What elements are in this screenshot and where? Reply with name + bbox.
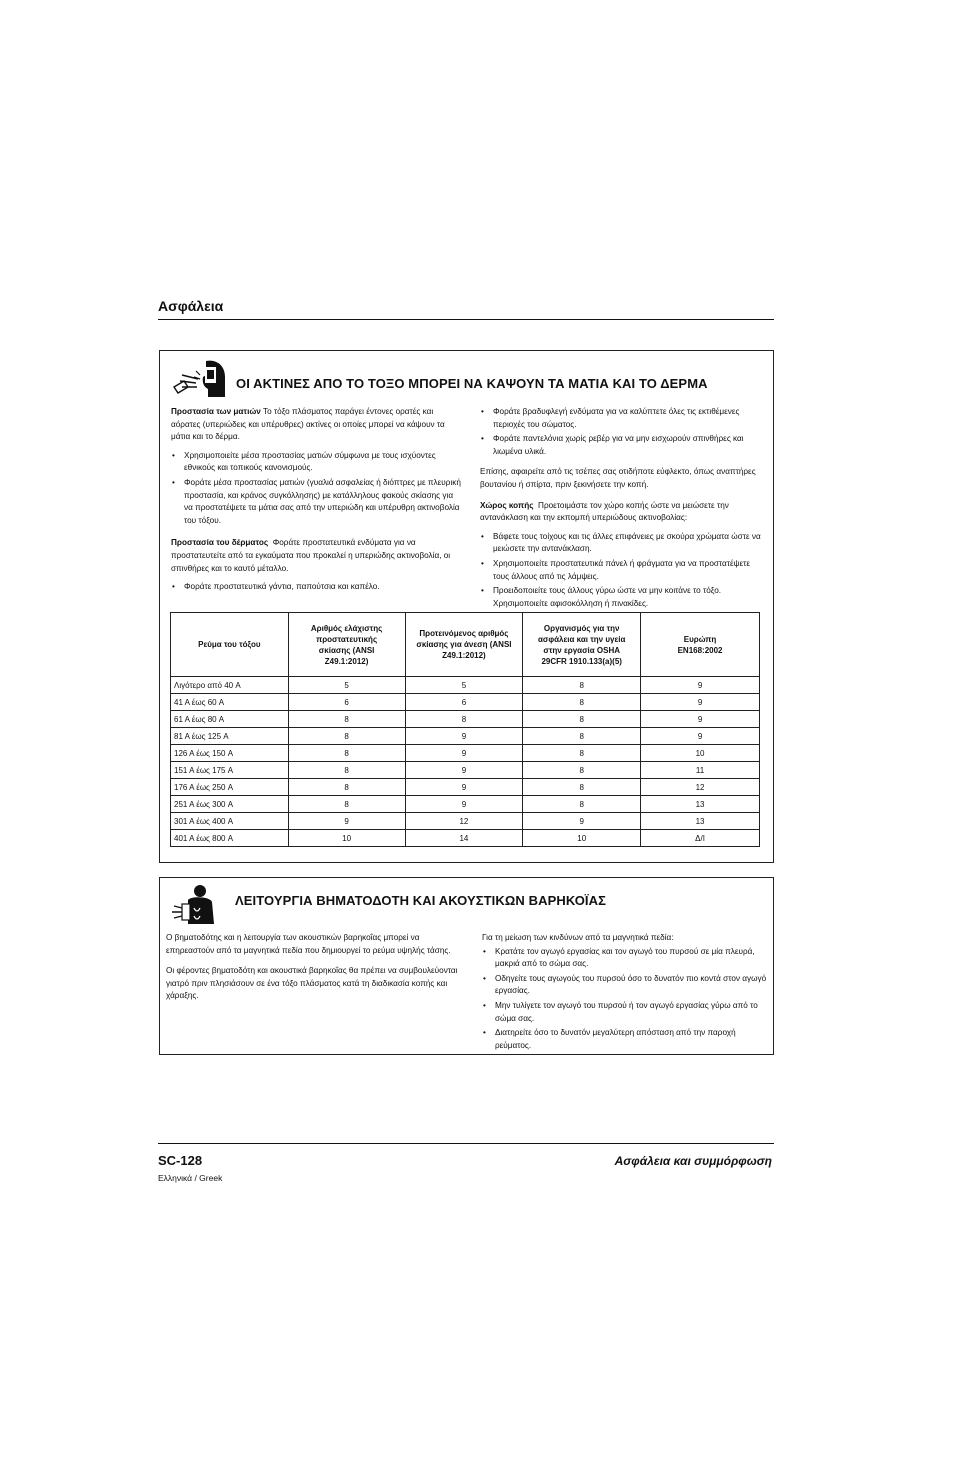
table-cell: 10 (288, 830, 405, 847)
table-cell: 9 (641, 677, 760, 694)
list-item: • Προειδοποιείτε τους άλλους γύρω ώστε να μην κοιτάνε το τόξο. Χρησιμοποιείτε αφισοκόλληση ή πινακίδες. (480, 585, 767, 610)
table-row (171, 830, 760, 847)
table-cell: 8 (523, 694, 641, 711)
table-cell: 6 (288, 694, 405, 711)
table-cell: 8 (288, 728, 405, 745)
table-cell: 9 (405, 745, 523, 762)
table-row (171, 762, 760, 779)
list-item: • Φοράτε βραδυφλεγή ενδύματα για να καλύπτετε όλες τις εκτιθέμενες περιοχές του σώματος. (480, 406, 767, 431)
table-cell: 8 (288, 796, 405, 813)
table-cell: 11 (641, 762, 760, 779)
footer-rule (158, 1143, 774, 1144)
table-cell: 8 (523, 711, 641, 728)
table-row (171, 694, 760, 711)
skin-protection-paragraph (171, 537, 461, 575)
table-cell: 9 (641, 728, 760, 745)
list-item: • Φοράτε μέσα προστασίας ματιών (γυαλιά ασφαλείας ή διόπτρες με πλευρική προστασία, και κράνος συγκόλλησης) με κατάλληλους φακούς σκίασης για να προστατέψετε τα μάτια σας από την υπεριώδη και υπέρυθρη ακτινοβολία του τόξου. (171, 477, 461, 527)
table-cell: 9 (405, 796, 523, 813)
table-row (171, 728, 760, 745)
list-item: • Χρησιμοποιείτε προστατευτικά πάνελ ή φράγματα για να προστατέψετε τους άλλους από τις λάμψεις. (480, 558, 767, 583)
eye-protection-paragraph (171, 406, 461, 444)
list-item: • Χρησιμοποιείτε μέσα προστασίας ματιών σύμφωνα με τους ισχύοντες εθνικούς και τοπικούς κανονισμούς. (171, 450, 461, 475)
table-cell: Δ/Ι (641, 830, 760, 847)
footer-language: Ελληνικά / Greek (158, 1173, 223, 1183)
table-cell: 8 (523, 677, 641, 694)
footer-title: Ασφάλεια και συμμόρφωση (614, 1154, 772, 1168)
cutting-area-paragraph (480, 500, 767, 525)
eye-protection-list (171, 450, 461, 528)
table-cell: 6 (405, 694, 523, 711)
table-cell: 151 A έως 175 A (171, 762, 289, 779)
table-cell: 8 (523, 762, 641, 779)
table-cell: Λιγότερο από 40 A (171, 677, 289, 694)
arc-rays-title: ΟΙ ΑΚΤΙΝΕΣ ΑΠΟ ΤΟ ΤΟΞΟ ΜΠΟΡΕΙ ΝΑ ΚΑΨΟΥΝ ΤΑ ΜΑΤΙΑ ΚΑΙ ΤΟ ΔΕΡΜΑ (236, 376, 708, 391)
table-cell: 9 (405, 728, 523, 745)
table-cell: 12 (641, 779, 760, 796)
table-row (171, 779, 760, 796)
pacemaker-left-column (166, 932, 466, 1009)
table-header-cell: Ευρώπη EN168:2002 (641, 613, 760, 677)
table-header-cell: Αριθμός ελάχιστης προστατευτικής σκίασης (ANSI Z49.1:2012) (288, 613, 405, 677)
table-cell: 12 (405, 813, 523, 830)
table-cell: 61 A έως 80 A (171, 711, 289, 728)
table-cell: 251 A έως 300 A (171, 796, 289, 813)
welder-helmet-icon (172, 357, 230, 401)
list-item: • Διατηρείτε όσο το δυνατόν μεγαλύτερη απόσταση από την παροχή ρεύματος. (482, 1027, 767, 1052)
table-cell: 8 (405, 711, 523, 728)
list-item: • Οδηγείτε τους αγωγούς του πυρσού όσο το δυνατόν πιο κοντά στον αγωγό εργασίας. (482, 973, 767, 998)
page-number: SC-128 (158, 1153, 203, 1168)
pacemaker-title: ΛΕΙΤΟΥΡΓΙΑ ΒΗΜΑΤΟΔΟΤΗ ΚΑΙ ΑΚΟΥΣΤΙΚΩΝ ΒΑΡΗΚΟΪΑΣ (235, 893, 607, 908)
table-cell: 10 (523, 830, 641, 847)
table-row (171, 745, 760, 762)
list-item: • Φοράτε παντελόνια χωρίς ρεβέρ για να μην εισχωρούν σπινθήρες και λιωμένα υλικά. (480, 433, 767, 458)
table-header-row (171, 613, 760, 677)
table-cell: 8 (523, 779, 641, 796)
table-cell: 5 (405, 677, 523, 694)
table-header-cell: Οργανισμός για την ασφάλεια και την υγεία στην εργασία OSHA 29CFR 1910.133(a)(5) (523, 613, 641, 677)
table-cell: 8 (288, 711, 405, 728)
section-title: Ασφάλεια (158, 298, 224, 314)
table-cell: 81 A έως 125 A (171, 728, 289, 745)
skin-protection-lead: Προστασία του δέρματος (171, 538, 269, 548)
table-cell: 8 (523, 796, 641, 813)
table-cell: 8 (288, 779, 405, 796)
table-cell: 13 (641, 813, 760, 830)
table-cell: 10 (641, 745, 760, 762)
table-cell: 9 (405, 762, 523, 779)
table-row (171, 711, 760, 728)
cutting-area-text: Προετοιμάστε τον χώρο κοπής ώστε να μειώσετε την αντανάκλαση και την εκπομπή υπεριώδους ακτινοβολίας: (480, 500, 729, 523)
table-row (171, 813, 760, 830)
table-cell: 9 (405, 779, 523, 796)
table-cell: 41 A έως 60 A (171, 694, 289, 711)
pacemaker-paragraph-1: Ο βηματοδότης και η λειτουργία των ακουστικών βαρηκοΐας μπορεί να επηρεαστούν από τα μαγνητικά πεδία που δημιουργεί το ρεύμα υψηλής τάσης. (166, 933, 451, 955)
pacemaker-paragraph-2: Οι φέροντες βηματοδότη και ακουστικά βαρηκοΐας θα πρέπει να συμβουλεύονται γιατρό πριν πλησιάσουν σε ένα τόξο πλάσματος κατά τη διαδικασία κοπής και χάραξης. (166, 966, 458, 1001)
table-cell: 301 A έως 400 A (171, 813, 289, 830)
table-cell: 8 (523, 728, 641, 745)
table-cell: 14 (405, 830, 523, 847)
eye-protection-text: Το τόξο πλάσματος παράγει έντονες ορατές και αόρατες (υπεριώδεις και υπέρυθρες) ακτίνες οι οποίες μπορεί να κάψουν τα μάτια και το δέρμα. (171, 407, 445, 442)
table-cell: 5 (288, 677, 405, 694)
list-item: • Βάφετε τους τοίχους και τις άλλες επιφάνειες με σκούρα χρώματα ώστε να μειώσετε την αντανάκλαση. (480, 531, 767, 556)
skin-protection-list (171, 581, 461, 594)
pacemaker-list (482, 946, 767, 1053)
shade-table (170, 612, 760, 847)
clothing-list (480, 406, 767, 458)
list-item: • Φοράτε προστατευτικά γάντια, παπούτσια και καπέλο. (171, 581, 461, 594)
table-cell: 9 (523, 813, 641, 830)
pacemaker-intro: Για τη μείωση των κινδύνων από τα μαγνητικά πεδία: (482, 933, 674, 942)
header-rule (158, 319, 774, 320)
list-item: • Κρατάτε τον αγωγό εργασίας και τον αγωγό του πυρσού σε μία πλευρά, μακριά από το σώμα σας. (482, 946, 767, 971)
table-header-cell: Ρεύμα του τόξου (171, 613, 289, 677)
table-cell: 9 (641, 694, 760, 711)
pacemaker-person-icon (168, 884, 216, 926)
pacemaker-right-column (482, 932, 767, 1058)
cutting-area-lead: Χώρος κοπής (480, 500, 534, 510)
table-header-cell: Προτεινόμενος αριθμός σκίασης για άνεση (ANSI Z49.1:2012) (405, 613, 523, 677)
table-cell: 13 (641, 796, 760, 813)
table-cell: 8 (288, 762, 405, 779)
table-row (171, 796, 760, 813)
table-cell: 126 A έως 150 A (171, 745, 289, 762)
cutting-area-list (480, 531, 767, 611)
skin-protection-text: Φοράτε προστατευτικά ενδύματα για να προστατευτείτε από τα εγκαύματα που προκαλεί η υπεριώδης ακτινοβολία, οι σπινθήρες και το καυτό μέταλλο. (171, 538, 451, 573)
table-cell: 8 (288, 745, 405, 762)
list-item: • Μην τυλίγετε τον αγωγό του πυρσού ή τον αγωγό εργασίας γύρω από το σώμα σας. (482, 1000, 767, 1025)
arc-rays-right-column (480, 406, 767, 616)
table-cell: 9 (288, 813, 405, 830)
pockets-paragraph: Επίσης, αφαιρείτε από τις τσέπες σας οτιδήποτε εύφλεκτο, όπως αναπτήρες βουτανίου ή σπίρτα, πριν ξεκινήσετε την κοπή. (480, 467, 756, 489)
table-cell: 8 (523, 745, 641, 762)
table-cell: 401 A έως 800 A (171, 830, 289, 847)
eye-protection-lead: Προστασία των ματιών (171, 407, 261, 416)
arc-rays-left-column (171, 406, 461, 600)
table-row (171, 677, 760, 694)
table-cell: 9 (641, 711, 760, 728)
table-cell: 176 A έως 250 A (171, 779, 289, 796)
